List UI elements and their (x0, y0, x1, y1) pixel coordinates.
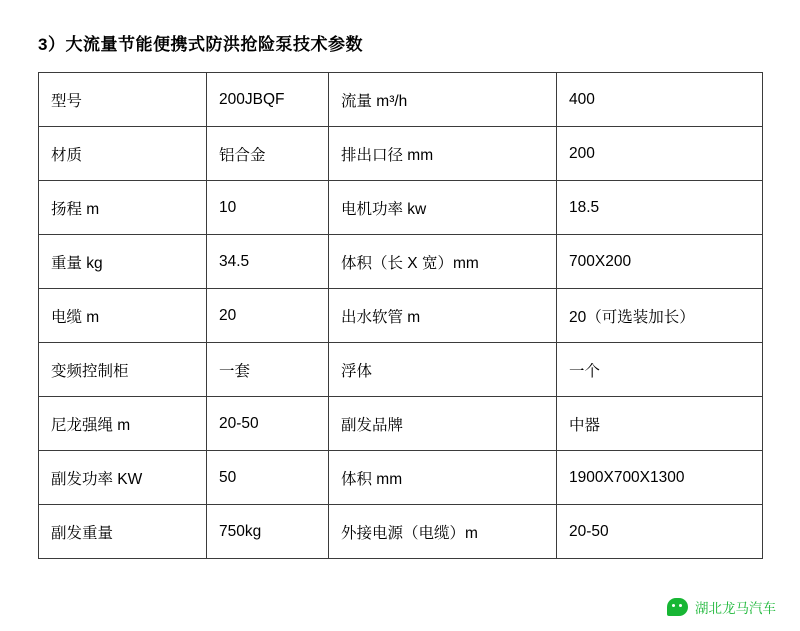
brand-name: 湖北龙马汽车 (695, 601, 776, 616)
spec-label: 流量 m³/h (329, 73, 557, 127)
spec-value: 中器 (557, 397, 763, 451)
spec-value: 18.5 (557, 181, 763, 235)
spec-value: 1900X700X1300 (557, 451, 763, 505)
spec-value: 400 (557, 73, 763, 127)
table-row (39, 505, 763, 559)
table-row (39, 343, 763, 397)
wechat-icon (667, 598, 688, 616)
spec-label: 体积（长 X 宽）mm (329, 235, 557, 289)
footer-brand (667, 597, 776, 617)
spec-label: 副发功率 KW (39, 451, 207, 505)
table-row (39, 73, 763, 127)
spec-label: 浮体 (329, 343, 557, 397)
spec-label: 副发重量 (39, 505, 207, 559)
spec-label: 电缆 m (39, 289, 207, 343)
spec-label: 体积 mm (329, 451, 557, 505)
spec-value: 一套 (207, 343, 329, 397)
spec-value: 20-50 (557, 505, 763, 559)
page-title: 3）大流量节能便携式防洪抢险泵技术参数 (38, 35, 363, 54)
spec-label: 型号 (39, 73, 207, 127)
spec-value: 20（可选装加长） (557, 289, 763, 343)
table-row (39, 181, 763, 235)
spec-value: 10 (207, 181, 329, 235)
spec-label: 重量 kg (39, 235, 207, 289)
spec-label: 出水软管 m (329, 289, 557, 343)
spec-label: 外接电源（电缆）m (329, 505, 557, 559)
spec-value: 50 (207, 451, 329, 505)
table-row (39, 235, 763, 289)
spec-value: 700X200 (557, 235, 763, 289)
spec-value: 34.5 (207, 235, 329, 289)
spec-label: 电机功率 kw (329, 181, 557, 235)
table-row (39, 127, 763, 181)
spec-value: 200JBQF (207, 73, 329, 127)
spec-label: 副发品牌 (329, 397, 557, 451)
spec-value: 20 (207, 289, 329, 343)
spec-value: 一个 (557, 343, 763, 397)
spec-value: 750kg (207, 505, 329, 559)
spec-value: 200 (557, 127, 763, 181)
spec-label: 材质 (39, 127, 207, 181)
table-row (39, 289, 763, 343)
table-row (39, 451, 763, 505)
spec-value: 铝合金 (207, 127, 329, 181)
spec-label: 排出口径 mm (329, 127, 557, 181)
spec-label: 变频控制柜 (39, 343, 207, 397)
spec-label: 扬程 m (39, 181, 207, 235)
table-body (39, 73, 763, 559)
spec-value: 20-50 (207, 397, 329, 451)
table-row (39, 397, 763, 451)
specifications-table (38, 72, 763, 559)
spec-label: 尼龙强绳 m (39, 397, 207, 451)
